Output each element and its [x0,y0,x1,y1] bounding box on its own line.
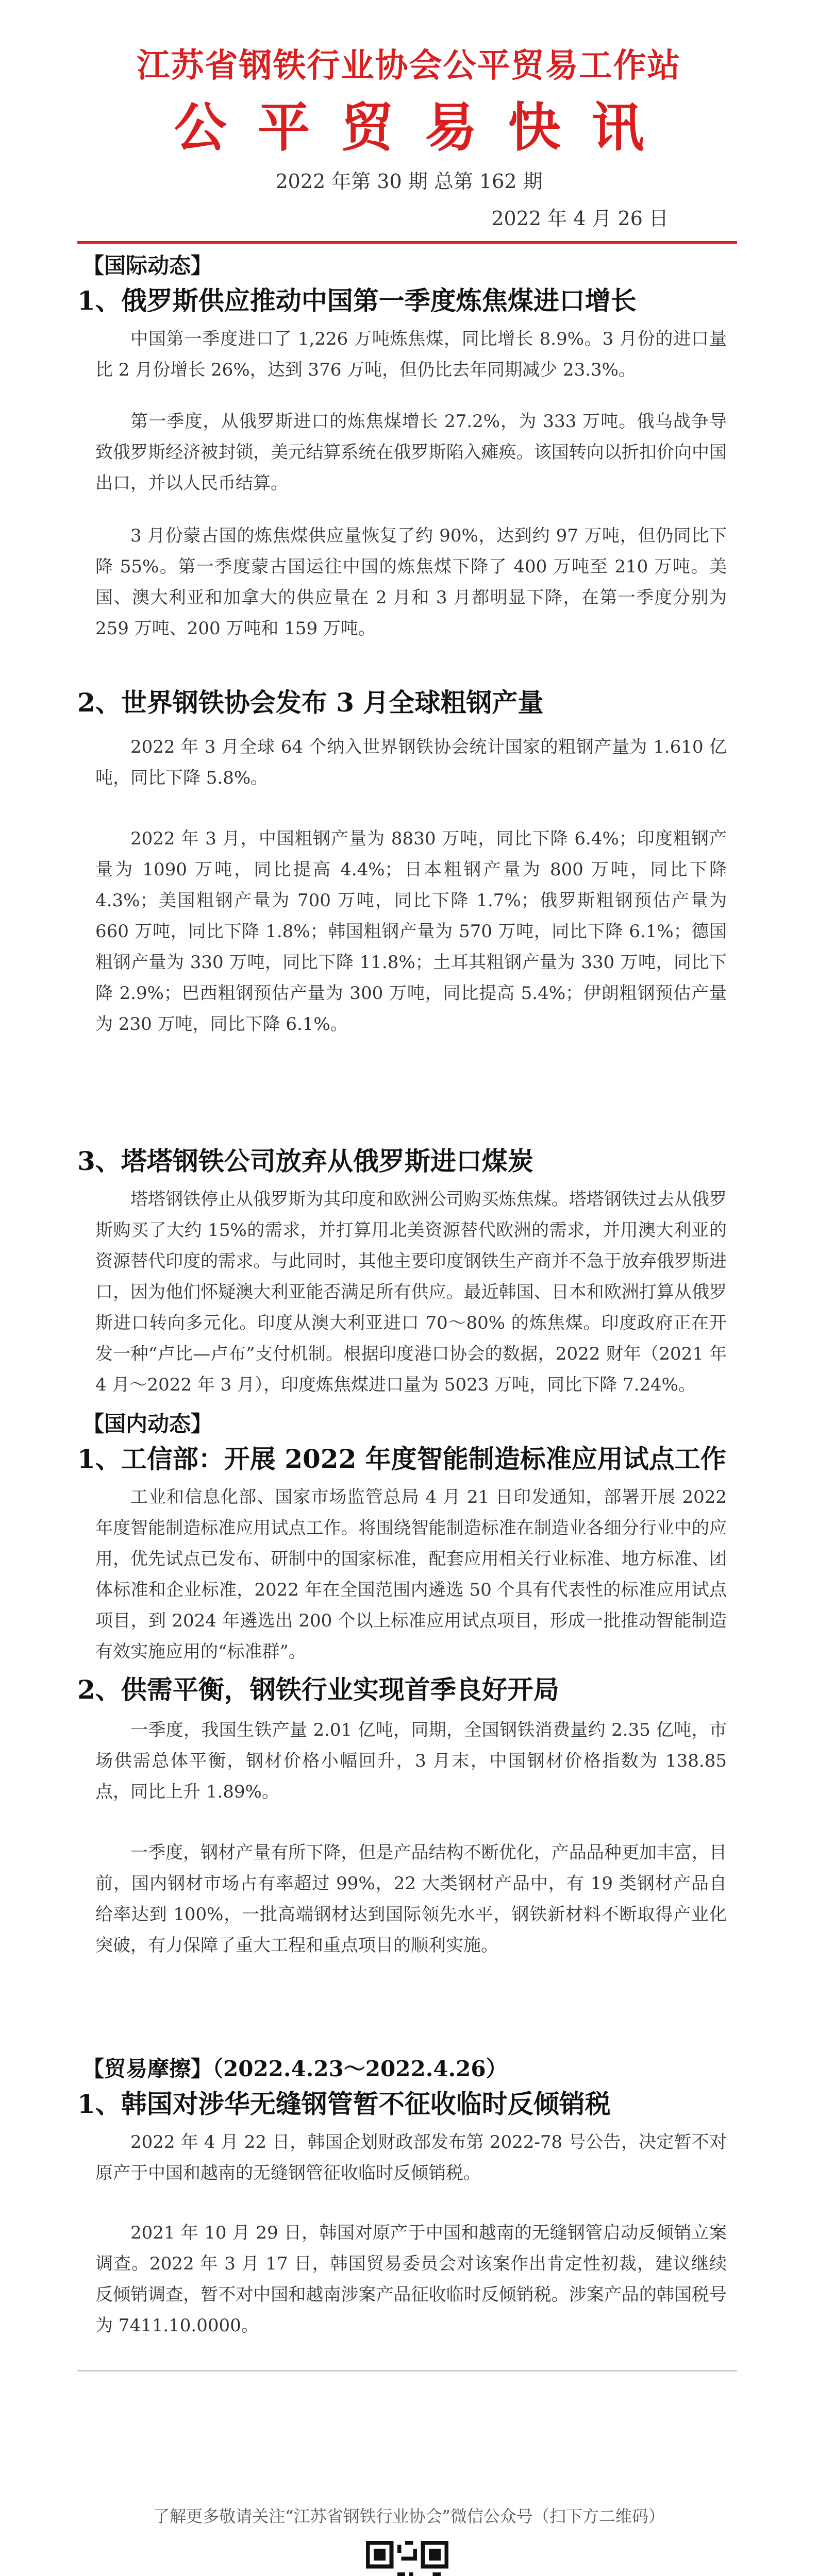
article-paragraph: 2021 年 10 月 29 日，韩国对原产于中国和越南的无缝钢管启动反倾销立案调查。2022 年 3 月 17 日，韩国贸易委员会对该案作出肯定性初裁，建议继续反倾销调查，暂不对中国和越南涉案产品征收临时反倾销税。涉案产品的韩国税号为 7411.10.0000。 [95,2223,727,2336]
article-heading: 1、工信部：开展 2022 年度智能制造标准应用试点工作 [77,1444,726,1474]
wechat-qr-code-icon[interactable] [366,2541,448,2576]
article-paragraph: 2022 年 3 月全球 64 个纳入世界钢铁协会统计国家的粗钢产量为 1.610 亿吨，同比下降 5.8%。 [95,737,727,788]
header-rule [77,241,737,244]
wechat-follow-note: 了解更多敬请关注“江苏省钢铁行业协会”微信公众号（扫下方二维码） [153,2506,665,2526]
article-paragraph: 一季度，钢材产量有所下降，但是产品结构不断优化，产品品种更加丰富，目前，国内钢材市场占有率超过 99%，22 大类钢材产品中，有 19 类钢材产品自给率达到 100%，一批高端钢材达到国际领先水平，钢铁新材料不断取得产业化突破，有力保障了重大工程和重点项目的顺利实施。 [95,1842,727,1956]
article-paragraph: 一季度，我国生铁产量 2.01 亿吨，同期，全国钢铁消费量约 2.35 亿吨，市场供需总体平衡，钢材价格小幅回升，3 月末，中国钢材价格指数为 138.85 点，同比上升 1.89%。 [95,1720,727,1802]
issue-number: 2022 年第 30 期 总第 162 期 [275,170,543,193]
section-tag-international: 【国际动态】 [82,253,213,278]
article-paragraph: 2022 年 4 月 22 日，韩国企划财政部发布第 2022-78 号公告，决定暂不对原产于中国和越南的无缝钢管征收临时反倾销税。 [95,2132,727,2183]
article-heading: 1、俄罗斯供应推动中国第一季度炼焦煤进口增长 [77,285,637,316]
article-heading: 1、韩国对涉华无缝钢管暂不征收临时反倾销税 [77,2089,611,2119]
article-paragraph: 中国第一季度进口了 1,226 万吨炼焦煤，同比增长 8.9%。3 月份的进口量比 2 月份增长 26%，达到 376 万吨，但仍比去年同期减少 23.3%。 [95,329,727,380]
section-tag-domestic: 【国内动态】 [82,1411,213,1436]
article-paragraph: 塔塔钢铁停止从俄罗斯为其印度和欧洲公司购买炼焦煤。塔塔钢铁过去从俄罗斯购买了大约 15%的需求，并打算用北美资源替代欧洲的需求，并用澳大利亚的资源替代印度的需求。与此同时，其他主要印度钢铁生产商并不急于放弃俄罗斯进口，因为他们怀疑澳大利亚能否满足所有供应。最近韩国、日本和欧洲打算从俄罗斯进口转向多元化。印度从澳大利亚进口 70～80% 的炼焦煤。印度政府正在开发一种“卢比—卢布”支付机制。根据印度港口协会的数据，2022 财年（2021 年 4 月～2022 年 3 月），印度炼焦煤进口量为 5023 万吨，同比下降 7.24%。 [95,1189,727,1395]
issue-date: 2022 年 4 月 26 日 [491,207,669,230]
article-paragraph: 2022 年 3 月，中国粗钢产量为 8830 万吨，同比下降 6.4%；印度粗钢产量为 1090 万吨，同比提高 4.4%；日本粗钢产量为 800 万吨，同比下降 4.3%；美国粗钢产量为 700 万吨，同比下降 1.7%；俄罗斯粗钢预估产量为 660 万吨，同比下降 1.8%；韩国粗钢产量为 570 万吨，同比下降 6.1%；德国粗钢产量为 330 万吨，同比下降 11.8%；土耳其粗钢产量为 330 万吨，同比下降 2.9%；巴西粗钢预估产量为 300 万吨，同比提高 5.4%；伊朗粗钢预估产量为 230 万吨，同比下降 6.1%。 [95,828,727,1035]
article-heading: 3、塔塔钢铁公司放弃从俄罗斯进口煤炭 [77,1146,533,1176]
organization-name: 江苏省钢铁行业协会公平贸易工作站 [137,46,681,85]
footer-divider [77,2370,737,2371]
article-heading: 2、世界钢铁协会发布 3 月全球粗钢产量 [77,687,544,718]
section-tag-trade: 【贸易摩擦】（2022.4.23～2022.4.26） [82,2056,508,2081]
article-paragraph: 3 月份蒙古国的炼焦煤供应量恢复了约 90%，达到约 97 万吨，但仍同比下降 55%。第一季度蒙古国运往中国的炼焦煤下降了 400 万吨至 210 万吨。美国、澳大利亚和加拿大的供应量在 2 月和 3 月都明显下降，在第一季度分别为 259 万吨、200 万吨和 159 万吨。 [95,526,727,639]
article-paragraph: 第一季度，从俄罗斯进口的炼焦煤增长 27.2%，为 333 万吨。俄乌战争导致俄罗斯经济被封锁，美元结算系统在俄罗斯陷入瘫痪。该国转向以折扣价向中国出口，并以人民币结算。 [95,411,727,494]
article-heading: 2、供需平衡，钢铁行业实现首季良好开局 [77,1674,559,1705]
article-paragraph: 工业和信息化部、国家市场监管总局 4 月 21 日印发通知，部署开展 2022 年度智能制造标准应用试点工作。将围绕智能制造标准在制造业各细分行业中的应用，优先试点已发布、研制中的国家标准，配套应用相关行业标准、地方标准、团体标准和企业标准，2022 年在全国范围内遴选 50 个具有代表性的标准应用试点项目，到 2024 年遴选出 200 个以上标准应用试点项目，形成一批推动智能制造有效实施应用的“标准群”。 [95,1487,727,1662]
newsletter-title: 公平贸易快讯 [174,97,675,159]
